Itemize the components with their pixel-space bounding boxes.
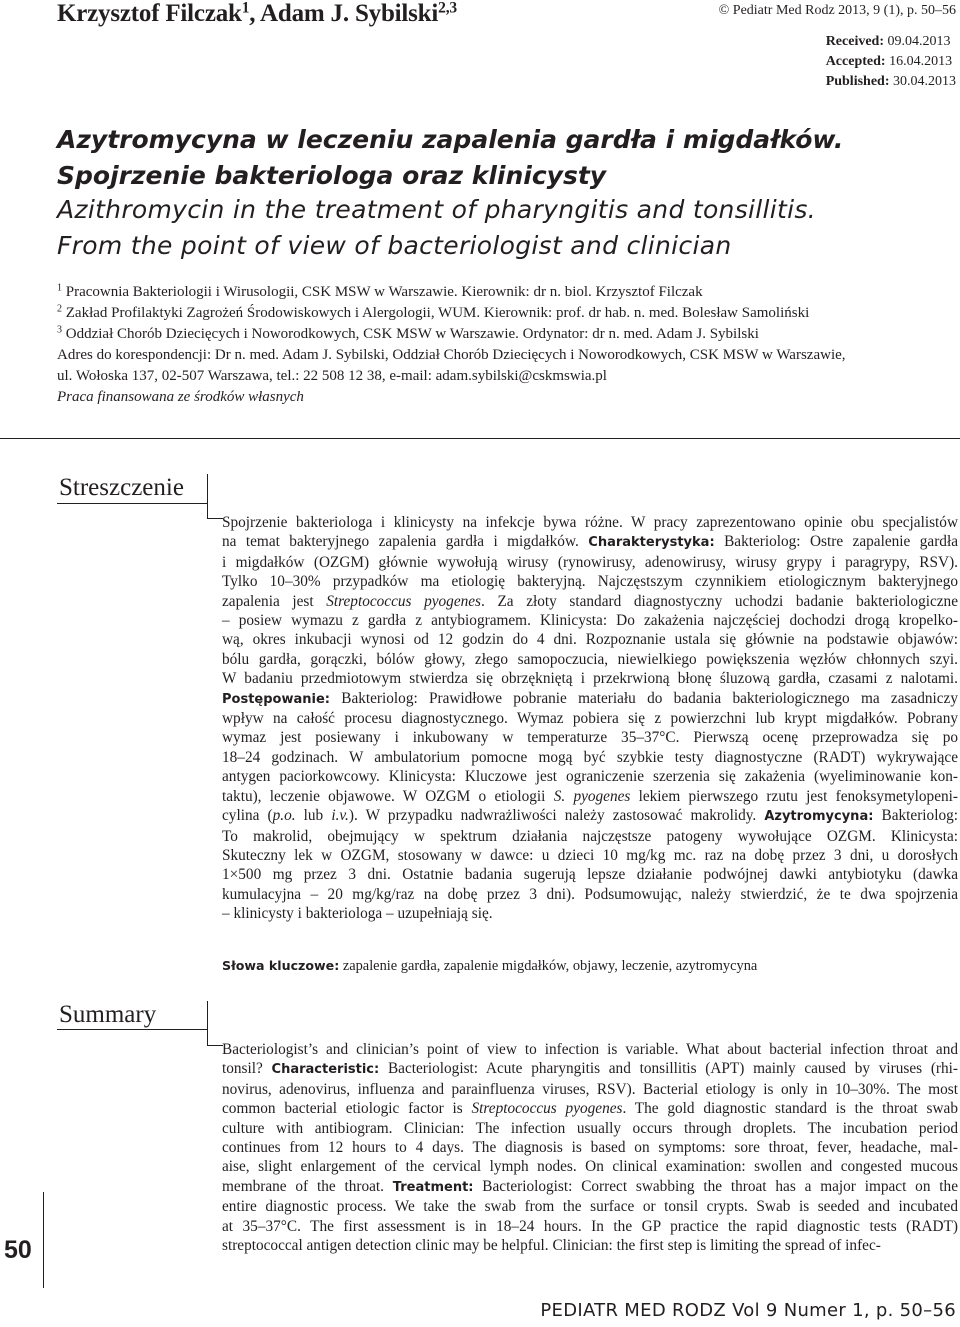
abstract-text: taktu), leczenie objawowe. W OZGM o etiologii <box>222 787 554 805</box>
abstract-text: cylina ( <box>222 807 273 825</box>
abstract-text: Bacteriologist: Correct swabbing the throat has a major impact on the <box>473 1177 958 1195</box>
abstract-line <box>222 904 958 923</box>
correspondence-line-2: ul. Wołoska 137, 02-507 Warszawa, tel.: 22 508 12 38, e-mail: adam.sybilski@cskmswia.pl <box>57 368 607 384</box>
abstract-english <box>222 1040 958 1255</box>
abstract-label: Postępowanie: <box>222 691 330 707</box>
abstract-text: wymaz jest posiewany i inkubowany w temperaturze 35–37°C. Pierwszą ocenę przeprowadza się po <box>222 729 958 747</box>
section-heading-streszczenie: Streszczenie <box>59 474 184 501</box>
abstract-text: Bakteriolog: Ostre zapalenie gardła <box>714 533 958 551</box>
abstract-line <box>222 572 958 591</box>
abstract-label: Treatment: <box>392 1179 474 1195</box>
bracket-vertical-summary <box>207 1001 208 1045</box>
abstract-text: membrane of the throat. <box>222 1177 393 1195</box>
abstract-polish <box>222 513 958 924</box>
abstract-line <box>222 669 958 688</box>
abstract-label: Characteristic: <box>271 1062 380 1078</box>
abstract-line <box>222 650 958 669</box>
abstract-label: Azytromycyna: <box>764 809 874 825</box>
abstract-text: antygen paciorkowcowy. Klinicysta: Kluczowe jest ograniczenie szerzenia się zakażenia (wyeliminowanie kon- <box>222 768 958 786</box>
abstract-text: Bakteriolog: <box>873 807 959 825</box>
abstract-text: Bacteriologist: Acute pharyngitis and tonsillitis (APT) mainly caused by viruses (rhi- <box>379 1060 958 1078</box>
abstract-line <box>222 1040 958 1059</box>
abstract-text: entire diagnostic process. We take the swab from the surface or tonsil crypts. Swab is seeded and incubated <box>222 1198 958 1216</box>
abstract-text: i migdałków (OZGM) głównie wywołują wirusy (rynowirusy, adenowirusy, wirusy grypy i paragrypy, RSV). <box>222 553 958 571</box>
affiliations <box>57 282 957 408</box>
abstract-line <box>222 532 958 552</box>
bracket-horizontal-streszczenie <box>207 518 223 519</box>
funding-note: Praca finansowana ze środków własnych <box>57 389 304 405</box>
abstract-text: Skuteczny lek w OZGM, stosowany w dawce: u dzieci 10 mg/kg mc. raz na dobę przez 3 dni, u dorosłych <box>222 846 958 864</box>
abstract-text: lekiem pierwszego rzutu jest fenoksymetylopeni- <box>630 787 958 805</box>
abstract-text: kumulacyjna – 20 mg/kg/raz na dobę przez 3 dni). Podsumowując, należy stwierdzić, że te dwa spojrzenia <box>222 885 958 903</box>
page-number: 50 <box>4 1236 32 1264</box>
abstract-line <box>222 709 958 728</box>
abstract-text: common bacterial etiologic factor is <box>222 1100 472 1118</box>
abstract-italic: p.o. <box>272 807 296 825</box>
correspondence-line-1: Adres do korespondencji: Dr n. med. Adam J. Sybilski, Oddział Chorób Dziecięcych i Noworodkowych, CSK MSW w Warszawie, <box>57 347 846 363</box>
abstract-text: 18–24 godzinach. W ambulatorium pomocne mogą być szybkie testy diagnostyczne (RADT) wykrywające <box>222 748 958 766</box>
abstract-line <box>222 1138 958 1157</box>
abstract-line <box>222 846 958 865</box>
header-divider <box>0 438 960 439</box>
abstract-text: streptococcal antigen detection clinic may be helpful. Clinician: the first step is limiting the spread of infec- <box>222 1237 881 1255</box>
abstract-label: Charakterystyka: <box>588 535 715 551</box>
abstract-text: – posiew wymazu z gardła z antybiogramem. Klinicysta: Do zakażenia najczęściej dochodzi drogą kropelko- <box>222 612 958 630</box>
abstract-text: – klinicysty i bakteriologa – uzupełniają się. <box>222 905 493 923</box>
affiliation-3: $^3$ Oddział Chorób Dziecięcych i Noworodkowych, CSK MSW w Warszawie. Ordynator: dr n. med. Adam J. Sybilski <box>57 324 759 342</box>
abstract-text: na temat bakteryjnego zapalenia gardła i migdałków. <box>222 533 589 551</box>
abstract-italic: i.v. <box>331 807 349 825</box>
abstract-text: lub <box>295 807 332 825</box>
abstract-text: aise, slight enlargement of the cervical lymph nodes. On clinical examination: swollen and congested mucous <box>222 1158 958 1176</box>
abstract-line <box>222 1157 958 1176</box>
keywords: Słowa kluczowe: zapalenie gardła, zapalenie migdałków, objawy, leczenie, azytromycyna <box>222 958 758 974</box>
page-number-rule <box>43 1192 44 1288</box>
authors: Krzysztof Filczak$^1$, Adam J. Sybilski$^{2,3}$ <box>57 0 457 27</box>
abstract-text: novirus, adenovirus, influenza and parainfluenza viruses, RSV). Bacterial etiology is only in 10–30%. The most <box>222 1080 958 1098</box>
abstract-line <box>222 1080 958 1099</box>
abstract-line <box>222 513 958 532</box>
abstract-italic: S. pyogenes <box>553 787 631 805</box>
heading-underline-streszczenie <box>57 503 207 504</box>
affiliation-1: $^1$ Pracownia Bakteriologii i Wirusologii, CSK MSW w Warszawie. Kierownik: dr n. biol. Krzysztof Filczak <box>57 282 703 300</box>
abstract-line <box>222 630 958 649</box>
abstract-line <box>222 1099 958 1118</box>
abstract-text: Bacteriologist’s and clinician’s point of view to infection is variable. What about bacterial infection throat and <box>222 1041 958 1058</box>
abstract-line <box>222 767 958 786</box>
bracket-vertical-streszczenie <box>207 474 208 518</box>
heading-underline-summary <box>57 1029 207 1030</box>
abstract-text: culture with antibiogram. Clinician: The infection usually occurs through droplets. The incubation period <box>222 1119 958 1137</box>
abstract-line <box>222 611 958 630</box>
abstract-text: Tylko 10–30% przypadków ma etiologię bakteryjną. Najczęstszym czynnikiem etiologicznym bakteryjnego <box>222 573 958 591</box>
abstract-line <box>222 865 958 884</box>
abstract-text: continues from 12 hours to 4 days. The diagnosis is based on symptoms: sore throat, fever, headache, mal- <box>222 1139 958 1157</box>
abstract-line <box>222 885 958 904</box>
title-polish: Azytromycyna w leczeniu zapalenia gardła i migdałków. Spojrzenie bakteriologa oraz klinicysty <box>57 125 844 190</box>
abstract-text: ). W przypadku nadwrażliwości należy zastosować makrolidy. <box>348 807 765 825</box>
affiliation-2: $^2$ Zakład Profilaktyki Zagrożeń Środowiskowych i Alergologii, WUM. Kierownik: prof. dr hab. n. med. Bolesław Samoliński <box>57 303 810 321</box>
abstract-text: Spojrzenie bakteriologa i klinicysty na infekcje bywa różne. W pracy zaprezentowano opinie obu specjalistów <box>222 514 958 531</box>
received-date: Received: 09.04.2013 <box>825 34 951 49</box>
abstract-text: W badaniu przedmiotowym stwierdza się obrzękniętą i przekrwioną błonę śluzową gardła, czasami z nalotami. <box>222 670 958 688</box>
article-dates <box>826 32 956 92</box>
abstract-text: wpływ na całość procesu diagnostycznego. Wymaz pobiera się z powierzchni lub krypt migdałków. Pobrany <box>222 710 958 728</box>
abstract-line <box>222 728 958 747</box>
bracket-horizontal-summary <box>207 1045 223 1046</box>
abstract-text: zapalenia jest <box>222 592 327 610</box>
abstract-text: To makrolid, obejmujący w spektrum działania najczęstsze patogeny wywołujące OZGM. Klinicysta: <box>222 827 958 845</box>
abstract-text: tonsil? <box>222 1060 272 1078</box>
abstract-italic: Streptococcus pyogenes <box>326 592 482 610</box>
abstract-line <box>222 1236 958 1255</box>
abstract-line <box>222 689 958 709</box>
abstract-line <box>222 1177 958 1197</box>
abstract-line <box>222 1217 958 1236</box>
abstract-line <box>222 592 958 611</box>
abstract-line <box>222 1119 958 1138</box>
abstract-text: Bakteriolog: Prawidłowe pobranie materiału do badania bakteriologicznego ma zasadniczy <box>329 689 958 707</box>
abstract-line <box>222 827 958 846</box>
abstract-line <box>222 1197 958 1216</box>
abstract-line <box>222 1059 958 1079</box>
section-heading-summary: Summary <box>59 1001 157 1028</box>
abstract-line <box>222 787 958 806</box>
abstract-text: 1×500 mg przez 3 dni. Ostatnie badania sugerują lepsze działanie podwójnej dawki antybiotyku (dawka <box>222 866 958 884</box>
citation: © Pediatr Med Rodz 2013, 9 (1), p. 50–56 <box>718 3 956 18</box>
abstract-italic: Streptococcus pyogenes <box>471 1100 623 1118</box>
abstract-text: at 35–37°C. The first assessment is in 18–24 hours. In the GP practice the rapid diagnostic tests (RADT) <box>222 1217 958 1235</box>
abstract-text: wą, okres inkubacji wynosi od 12 godzin do 4 dni. Rozpoznanie ustala się głównie na podstawie objawów: <box>222 631 958 649</box>
running-footer: PEDIATR MED RODZ Vol 9 Numer 1, p. 50–56 <box>540 1300 956 1321</box>
abstract-text: bólu gardła, gorączki, bólów głowy, złego samopoczucia, niewielkiego powiększenia węzłów chłonnych szyi. <box>222 650 958 668</box>
abstract-text: . The gold diagnostic standard is the throat swab <box>622 1100 958 1118</box>
published-date: Published: 30.04.2013 <box>825 74 956 89</box>
abstract-line <box>222 806 958 826</box>
title-english: Azithromycin in the treatment of pharyngitis and tonsillitis. From the point of view of bacteriologist and clinician <box>57 195 816 260</box>
abstract-line <box>222 553 958 572</box>
accepted-date: Accepted: 16.04.2013 <box>825 54 953 69</box>
abstract-line <box>222 748 958 767</box>
abstract-text: . Za złoty standard diagnostyczny uchodzi badanie bakteriologiczne <box>481 592 958 610</box>
